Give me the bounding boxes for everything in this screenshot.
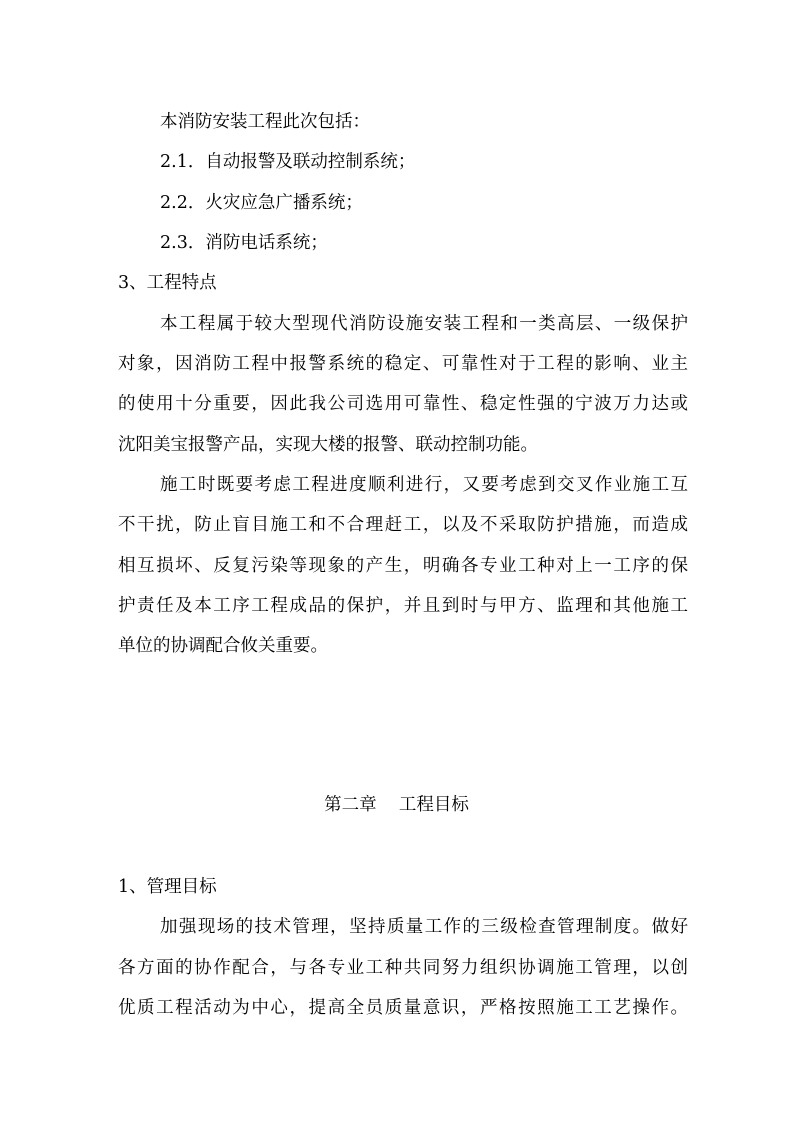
section-heading-project-features: 3、工程特点 <box>118 273 217 293</box>
scope-item-2-1: 2.1．自动报警及联动控制系统； <box>160 152 416 172</box>
paragraph-construction-line: 单位的协调配合攸关重要。 <box>118 636 328 656</box>
paragraph-construction-line: 施工时既要考虑工程进度顺利进行，又要考虑到交叉作业施工互 <box>160 475 688 495</box>
paragraph-management-line: 各方面的协作配合，与各专业工种共同努力组织协调施工管理，以创 <box>118 958 688 978</box>
paragraph-construction-line: 不干扰，防止盲目施工和不合理赶工，以及不采取防护措施，而造成 <box>118 515 688 535</box>
scope-item-2-3: 2.3．消防电话系统； <box>160 233 328 253</box>
scope-intro: 本消防安装工程此次包括： <box>160 112 370 132</box>
paragraph-management-line: 优质工程活动为中心，提高全员质量意识，严格按照施工工艺操作。 <box>118 998 688 1018</box>
paragraph-features-line: 本工程属于较大型现代消防设施安装工程和一类高层、一级保护 <box>160 314 688 334</box>
scope-item-2-2: 2.2．火灾应急广播系统； <box>160 193 363 213</box>
section-heading-management-goals: 1、管理目标 <box>118 877 217 897</box>
paragraph-construction-line: 相互损坏、反复污染等现象的产生，明确各专业工种对上一工序的保 <box>118 556 688 576</box>
paragraph-features-line: 的使用十分重要，因此我公司选用可靠性、稳定性强的宁波万力达或 <box>118 394 688 414</box>
paragraph-features-line: 对象，因消防工程中报警系统的稳定、可靠性对于工程的影响、业主 <box>118 354 688 374</box>
chapter-title: 第二章 工程目标 <box>324 795 469 815</box>
paragraph-construction-line: 护责任及本工序工程成品的保护，并且到时与甲方、监理和其他施工 <box>118 596 688 616</box>
paragraph-management-line: 加强现场的技术管理，坚持质量工作的三级检查管理制度。做好 <box>160 917 688 937</box>
paragraph-features-line: 沈阳美宝报警产品，实现大楼的报警、联动控制功能。 <box>118 435 538 455</box>
